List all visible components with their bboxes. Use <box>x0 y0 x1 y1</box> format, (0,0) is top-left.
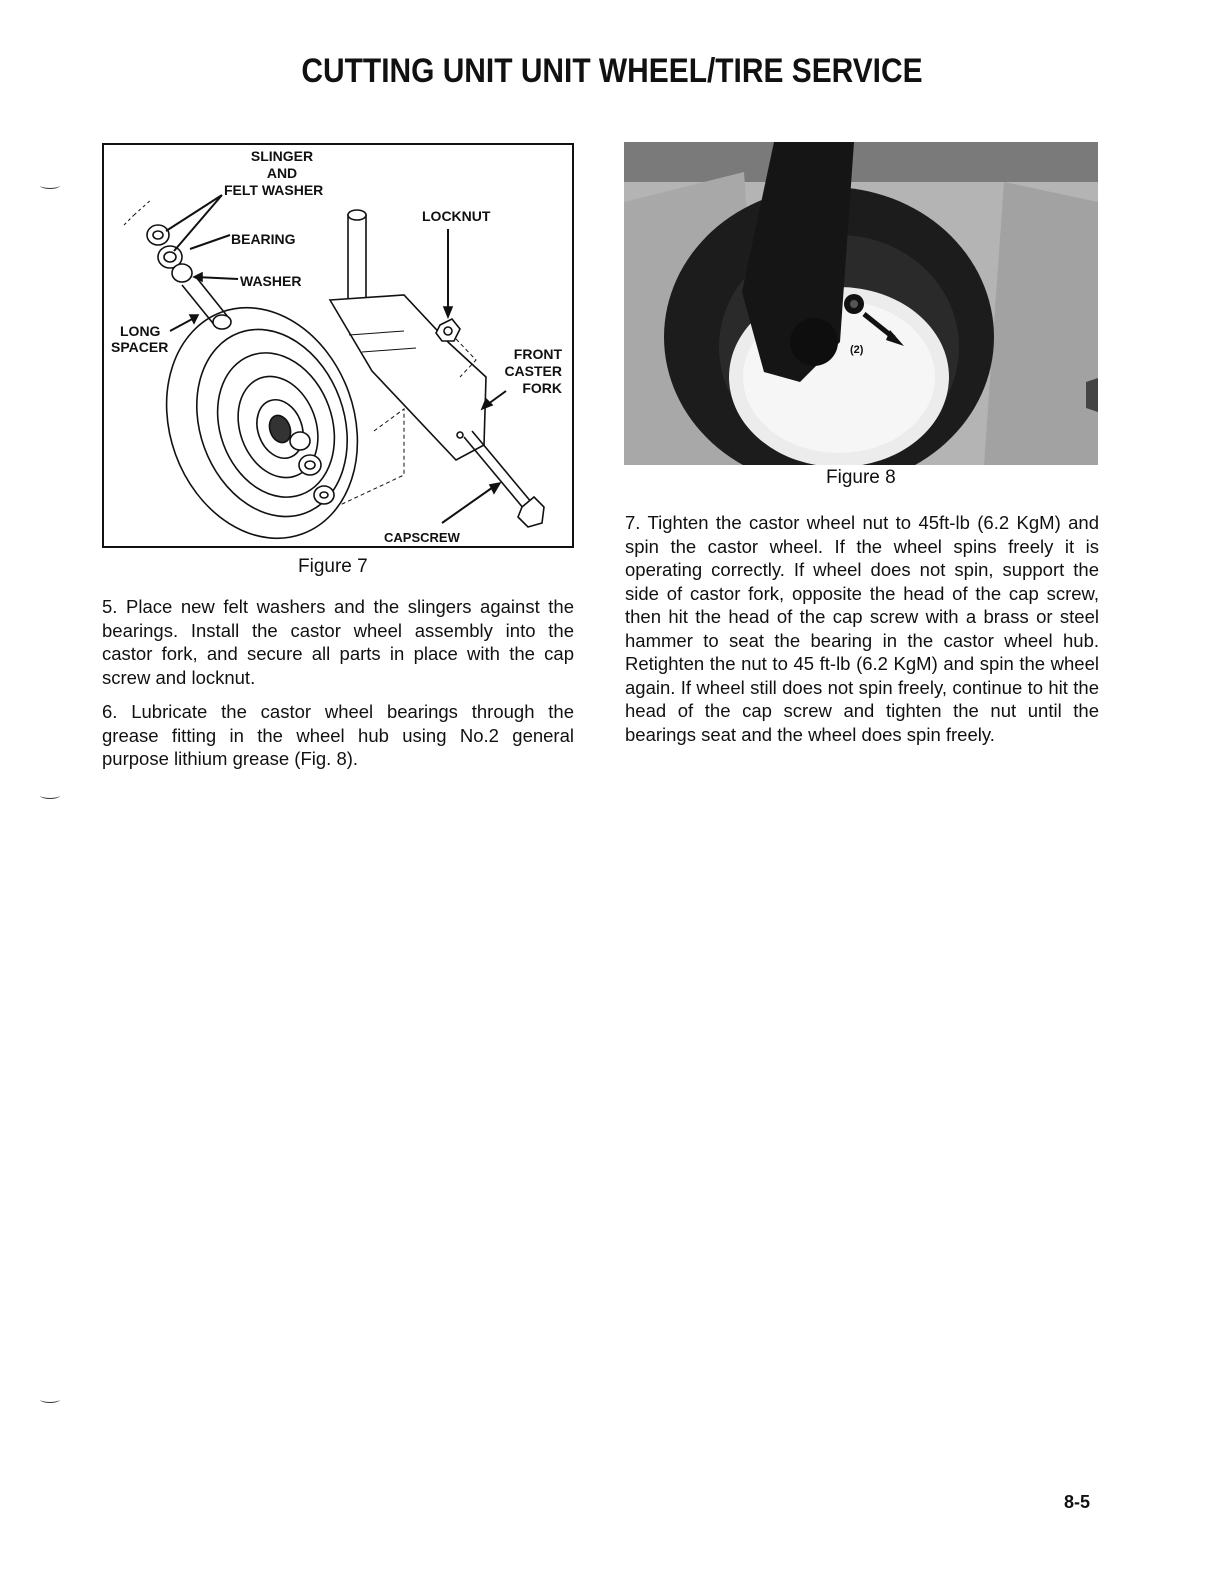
label-front: FRONT <box>513 346 562 362</box>
binding-mark-top <box>40 182 60 189</box>
label-bearing: BEARING <box>231 231 296 247</box>
step-6-text: 6. Lubricate the castor wheel bearings through the grease fitting in the wheel hub using No.2 general purpose lithium grease (Fig. 8). <box>102 701 574 769</box>
label-fork: FORK <box>522 380 562 396</box>
figure-8-photo <box>624 142 1098 465</box>
binding-mark-bottom <box>40 1396 60 1403</box>
label-washer: WASHER <box>240 273 302 289</box>
step-7-text: 7. Tighten the castor wheel nut to 45ft-lb (6.2 KgM) and spin the castor wheel. If the wheel spins freely it is operating correctly. If wheel does not spin, support the side of castor fork, opposite the head of the cap screw, then hit the head of the cap screw with a brass or steel hammer to seat the bearing in the castor wheel hub. Retighten the nut to 45 ft-lb (6.2 KgM) and spin the wheel again. If wheel still does not spin freely, continue to hit the head of the cap screw and tighten the nut until the bearings seat and the wheel does spin freely. <box>625 512 1099 745</box>
label-and: AND <box>266 165 298 181</box>
label-capscrew: CAPSCREW <box>384 530 460 545</box>
page-number: 8-5 <box>1064 1492 1091 1512</box>
figure-8-callout: (2) <box>850 344 864 356</box>
caster-wheel-photo <box>624 142 1098 465</box>
step-5-text: 5. Place new felt washers and the slingers against the bearings. Install the castor wheel assembly into the castor fork, and secure all parts in place with the cap screw and locknut. <box>102 596 574 688</box>
label-caster: CASTER <box>504 363 562 379</box>
label-long: LONG <box>120 323 161 339</box>
figure-7-diagram <box>102 143 574 548</box>
page-title: CUTTING UNIT UNIT WHEEL/TIRE SERVICE <box>301 52 923 90</box>
label-slinger: SLINGER <box>250 148 314 164</box>
figure-7-caption: Figure 7 <box>298 556 368 577</box>
label-spacer: SPACER <box>111 339 169 355</box>
binding-mark-middle <box>40 792 60 799</box>
label-felt-washer: FELT WASHER <box>224 182 324 198</box>
label-locknut: LOCKNUT <box>422 208 491 224</box>
figure-8-caption: Figure 8 <box>826 467 896 488</box>
